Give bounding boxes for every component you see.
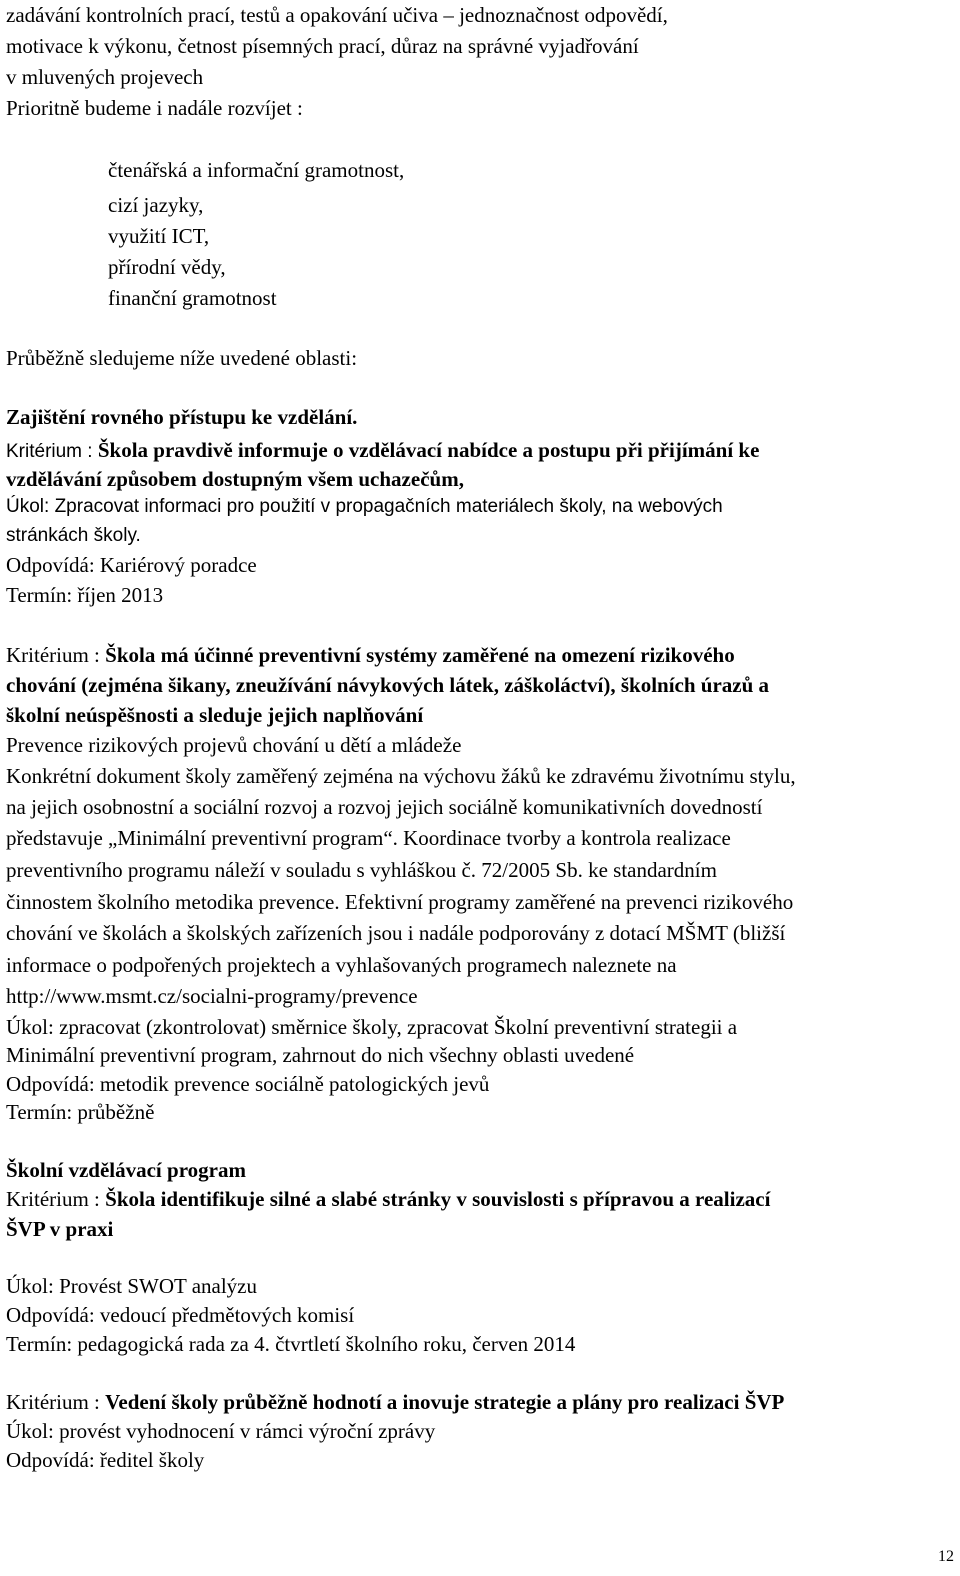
criterion-text: Škola má účinné preventivní systémy zaměřené na omezení rizikového xyxy=(105,643,735,667)
task-line: Úkol: zpracovat (zkontrolovat) směrnice školy, zpracovat Školní preventivní strategii a xyxy=(6,1015,738,1039)
criterion-text: chování (zejména šikany, zneužívání návykových látek, záškoláctví), školních úrazů a xyxy=(6,673,770,697)
responsible-line: Odpovídá: Kariérový poradce xyxy=(6,553,257,577)
priority-item: využití ICT, xyxy=(108,224,210,248)
criterion-text: vzdělávání způsobem dostupným všem uchazečům, xyxy=(6,467,464,491)
text-line: na jejich osobnostní a sociální rozvoj a rozvoj jejich sociálně komunikativních dovedností xyxy=(6,795,763,819)
text-line: činnostem školního metodika prevence. Efektivní programy zaměřené na prevenci rizikového xyxy=(6,890,794,914)
criterion-label: Kritérium : xyxy=(6,1187,106,1211)
criterion-text: školní neúspěšnosti a sleduje jejich naplňování xyxy=(6,703,424,727)
text-line: motivace k výkonu, četnost písemných prací, důraz na správné vyjadřování xyxy=(6,34,639,58)
task-line: Minimální preventivní program, zahrnout do nich všechny oblasti uvedené xyxy=(6,1043,635,1067)
priority-item: finanční gramotnost xyxy=(108,286,277,310)
criterion-text: Škola pravdivě informuje o vzdělávací nabídce a postupu při přijímání ke xyxy=(97,438,760,462)
criterion-label: Kritérium : xyxy=(6,1390,106,1414)
task-line: Úkol: provést vyhodnocení v rámci výroční zprávy xyxy=(6,1419,436,1443)
responsible-line: Odpovídá: vedoucí předmětových komisí xyxy=(6,1303,355,1327)
criterion-line xyxy=(6,1186,954,1212)
text-line: Prevence rizikových projevů chování u dětí a mládeže xyxy=(6,733,462,757)
criterion-text: ŠVP v praxi xyxy=(6,1217,114,1241)
responsible-line: Odpovídá: ředitel školy xyxy=(6,1448,205,1472)
term-line: Termín: říjen 2013 xyxy=(6,583,164,607)
responsible-line: Odpovídá: metodik prevence sociálně patologických jevů xyxy=(6,1072,490,1096)
criterion-line xyxy=(6,437,954,465)
page-number: 12 xyxy=(938,1548,954,1565)
criterion-text: Vedení školy průběžně hodnotí a inovuje strategie a plány pro realizaci ŠVP xyxy=(105,1390,785,1414)
section-heading: Zajištění rovného přístupu ke vzdělání. xyxy=(6,405,358,429)
section-heading: Školní vzdělávací program xyxy=(6,1158,246,1182)
term-line: Termín: průběžně xyxy=(6,1100,155,1124)
term-line: Termín: pedagogická rada za 4. čtvrtletí školního roku, červen 2014 xyxy=(6,1332,576,1356)
text-line: informace o podpořených projektech a vyhlašovaných programech naleznete na xyxy=(6,953,677,977)
task-line: Úkol: Provést SWOT analýzu xyxy=(6,1274,257,1298)
text-line: preventivního programu náleží v souladu s vyhláškou č. 72/2005 Sb. ke standardním xyxy=(6,858,717,882)
priority-item: čtenářská a informační gramotnost, xyxy=(108,158,405,182)
criterion-label: Kritérium : xyxy=(6,643,106,667)
criterion-label: Kritérium : xyxy=(6,441,98,462)
text-line: představuje „Minimální preventivní program“. Koordinace tvorby a kontrola realizace xyxy=(6,826,731,850)
text-line: chování ve školách a školských zařízeních jsou i nadále podporovány z dotací MŠMT (bližší xyxy=(6,921,786,945)
text-line: v mluvených projevech xyxy=(6,65,204,89)
criterion-line xyxy=(6,1389,954,1415)
criterion-text: Škola identifikuje silné a slabé stránky v souvislosti s přípravou a realizací xyxy=(105,1187,771,1211)
url-text: http://www.msmt.cz/socialni-programy/prevence xyxy=(6,984,418,1008)
priority-item: cizí jazyky, xyxy=(108,193,204,217)
task-line: stránkách školy. xyxy=(6,525,141,546)
text-line: Průběžně sledujeme níže uvedené oblasti: xyxy=(6,346,358,370)
criterion-line xyxy=(6,642,954,668)
priority-item: přírodní vědy, xyxy=(108,255,226,279)
task-line: Úkol: Zpracovat informaci pro použití v propagačních materiálech školy, na webových xyxy=(6,496,723,517)
text-line: Prioritně budeme i nadále rozvíjet : xyxy=(6,96,303,120)
text-line: Konkrétní dokument školy zaměřený zejména na výchovu žáků ke zdravému životnímu stylu, xyxy=(6,764,796,788)
text-line: zadávání kontrolních prací, testů a opakování učiva – jednoznačnost odpovědí, xyxy=(6,3,668,27)
